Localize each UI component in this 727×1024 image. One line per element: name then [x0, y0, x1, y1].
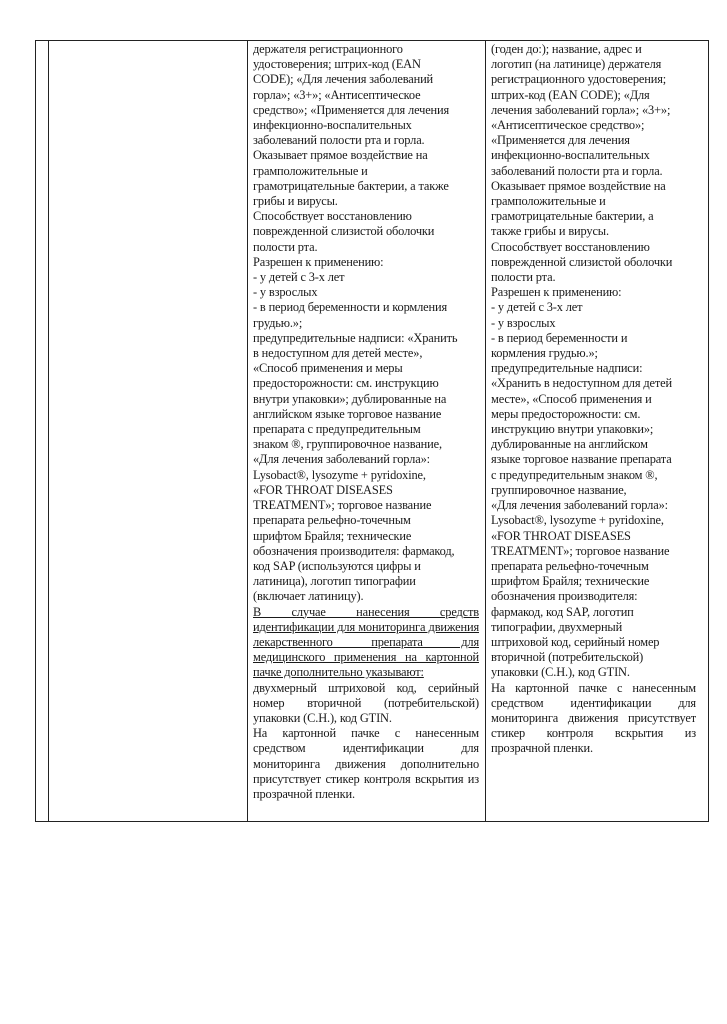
column-divider-2 — [247, 41, 248, 821]
left-main-text: держателя регистрационного удостоверения; штрих-код (EAN CODE); «Для лечения заболеваний горла»; «3+»; «Антисептическое средство»; «Применяется для лечения инфекционно-воспалительных заболеваний полости рта и горла. Оказывает прямое воздействие на грамположительные и грамотрицательные бактерии, а также грибы и вирусы. Способствует восстановлению поврежденной слизистой оболочки полости рта. Разрешен к применению: - у детей с 3-х лет - у взрослых - в период беременности и кормления грудью.»; предупредительные надписи: «Хранить в недоступном для детей месте», «Способ применения и меры предосторожности: см. инструкцию внутри упаковки»; дублированные на английском языке торговое название препарата с предупредительным знаком ®, группировочное название, «Для лечения заболеваний горла»: Lysobact®, lysozyme + pyridoxine, «FOR THROAT DISEASES TREATMENT»; торговое название препарата рельефно-точечным шрифтом Брайля; технические обозначения производителя: фармакод, код SAP (используются цифры и латиница), логотип типографии (включает латиницу). — [253, 42, 458, 604]
left-sticker-text: На картонной пачке с нанесенным средством идентификации для мониторинга движения дополнительно присутствует стикер контроля вскрытия из прозрачной пленки. — [253, 726, 479, 801]
document-table — [35, 40, 709, 822]
right-sticker-text: На картонной пачке с нанесенным средством идентификации для мониторинга движения присутствует стикер контроля вскрытия из прозрачной пленки. — [491, 680, 696, 756]
right-text-cell — [491, 42, 696, 757]
column-divider-3 — [485, 41, 486, 821]
left-text-cell — [253, 42, 479, 802]
column-divider-1 — [48, 41, 49, 821]
left-barcode-text: двухмерный штриховой код, серийный номер вторичной (потребительской) упаковки (С.Н.), код GTIN. — [253, 680, 479, 725]
right-main-text: (годен до:); название, адрес и логотип (на латинице) держателя регистрационного удостоверения; штрих-код (EAN CODE); «Для лечения заболеваний горла»; «3+»; «Антисептическое средство»; «Применяется для лечения инфекционно-воспалительных заболеваний полости рта и горла. Оказывает прямое воздействие на грамположительные и грамотрицательные бактерии, а также грибы и вирусы. Способствует восстановлению поврежденной слизистой оболочки полости рта. Разрешен к применению: - у детей с 3-х лет - у взрослых - в период беременности и кормления грудью.»; предупредительные надписи: «Хранить в недоступном для детей месте», «Способ применения и меры предосторожности: см. инструкцию внутри упаковки»; дублированные на английском языке торговое название препарата с предупредительным знаком ®, группировочное название, «Для лечения заболеваний горла»: Lysobact®, lysozyme + pyridoxine, «FOR THROAT DISEASES TREATMENT»; торговое название препарата рельефно-точечным шрифтом Брайля; технические обозначения производителя: фармакод, код SAP, логотип типографии, двухмерный штриховой код, серийный номер вторичной (потребительской) упаковки (С.Н.), код GTIN. — [491, 42, 673, 680]
left-identification-heading: В случае нанесения средств идентификации для мониторинга движения лекарственного препарата для медицинского применения на картонной пачке дополнительно указывают: — [253, 604, 479, 680]
